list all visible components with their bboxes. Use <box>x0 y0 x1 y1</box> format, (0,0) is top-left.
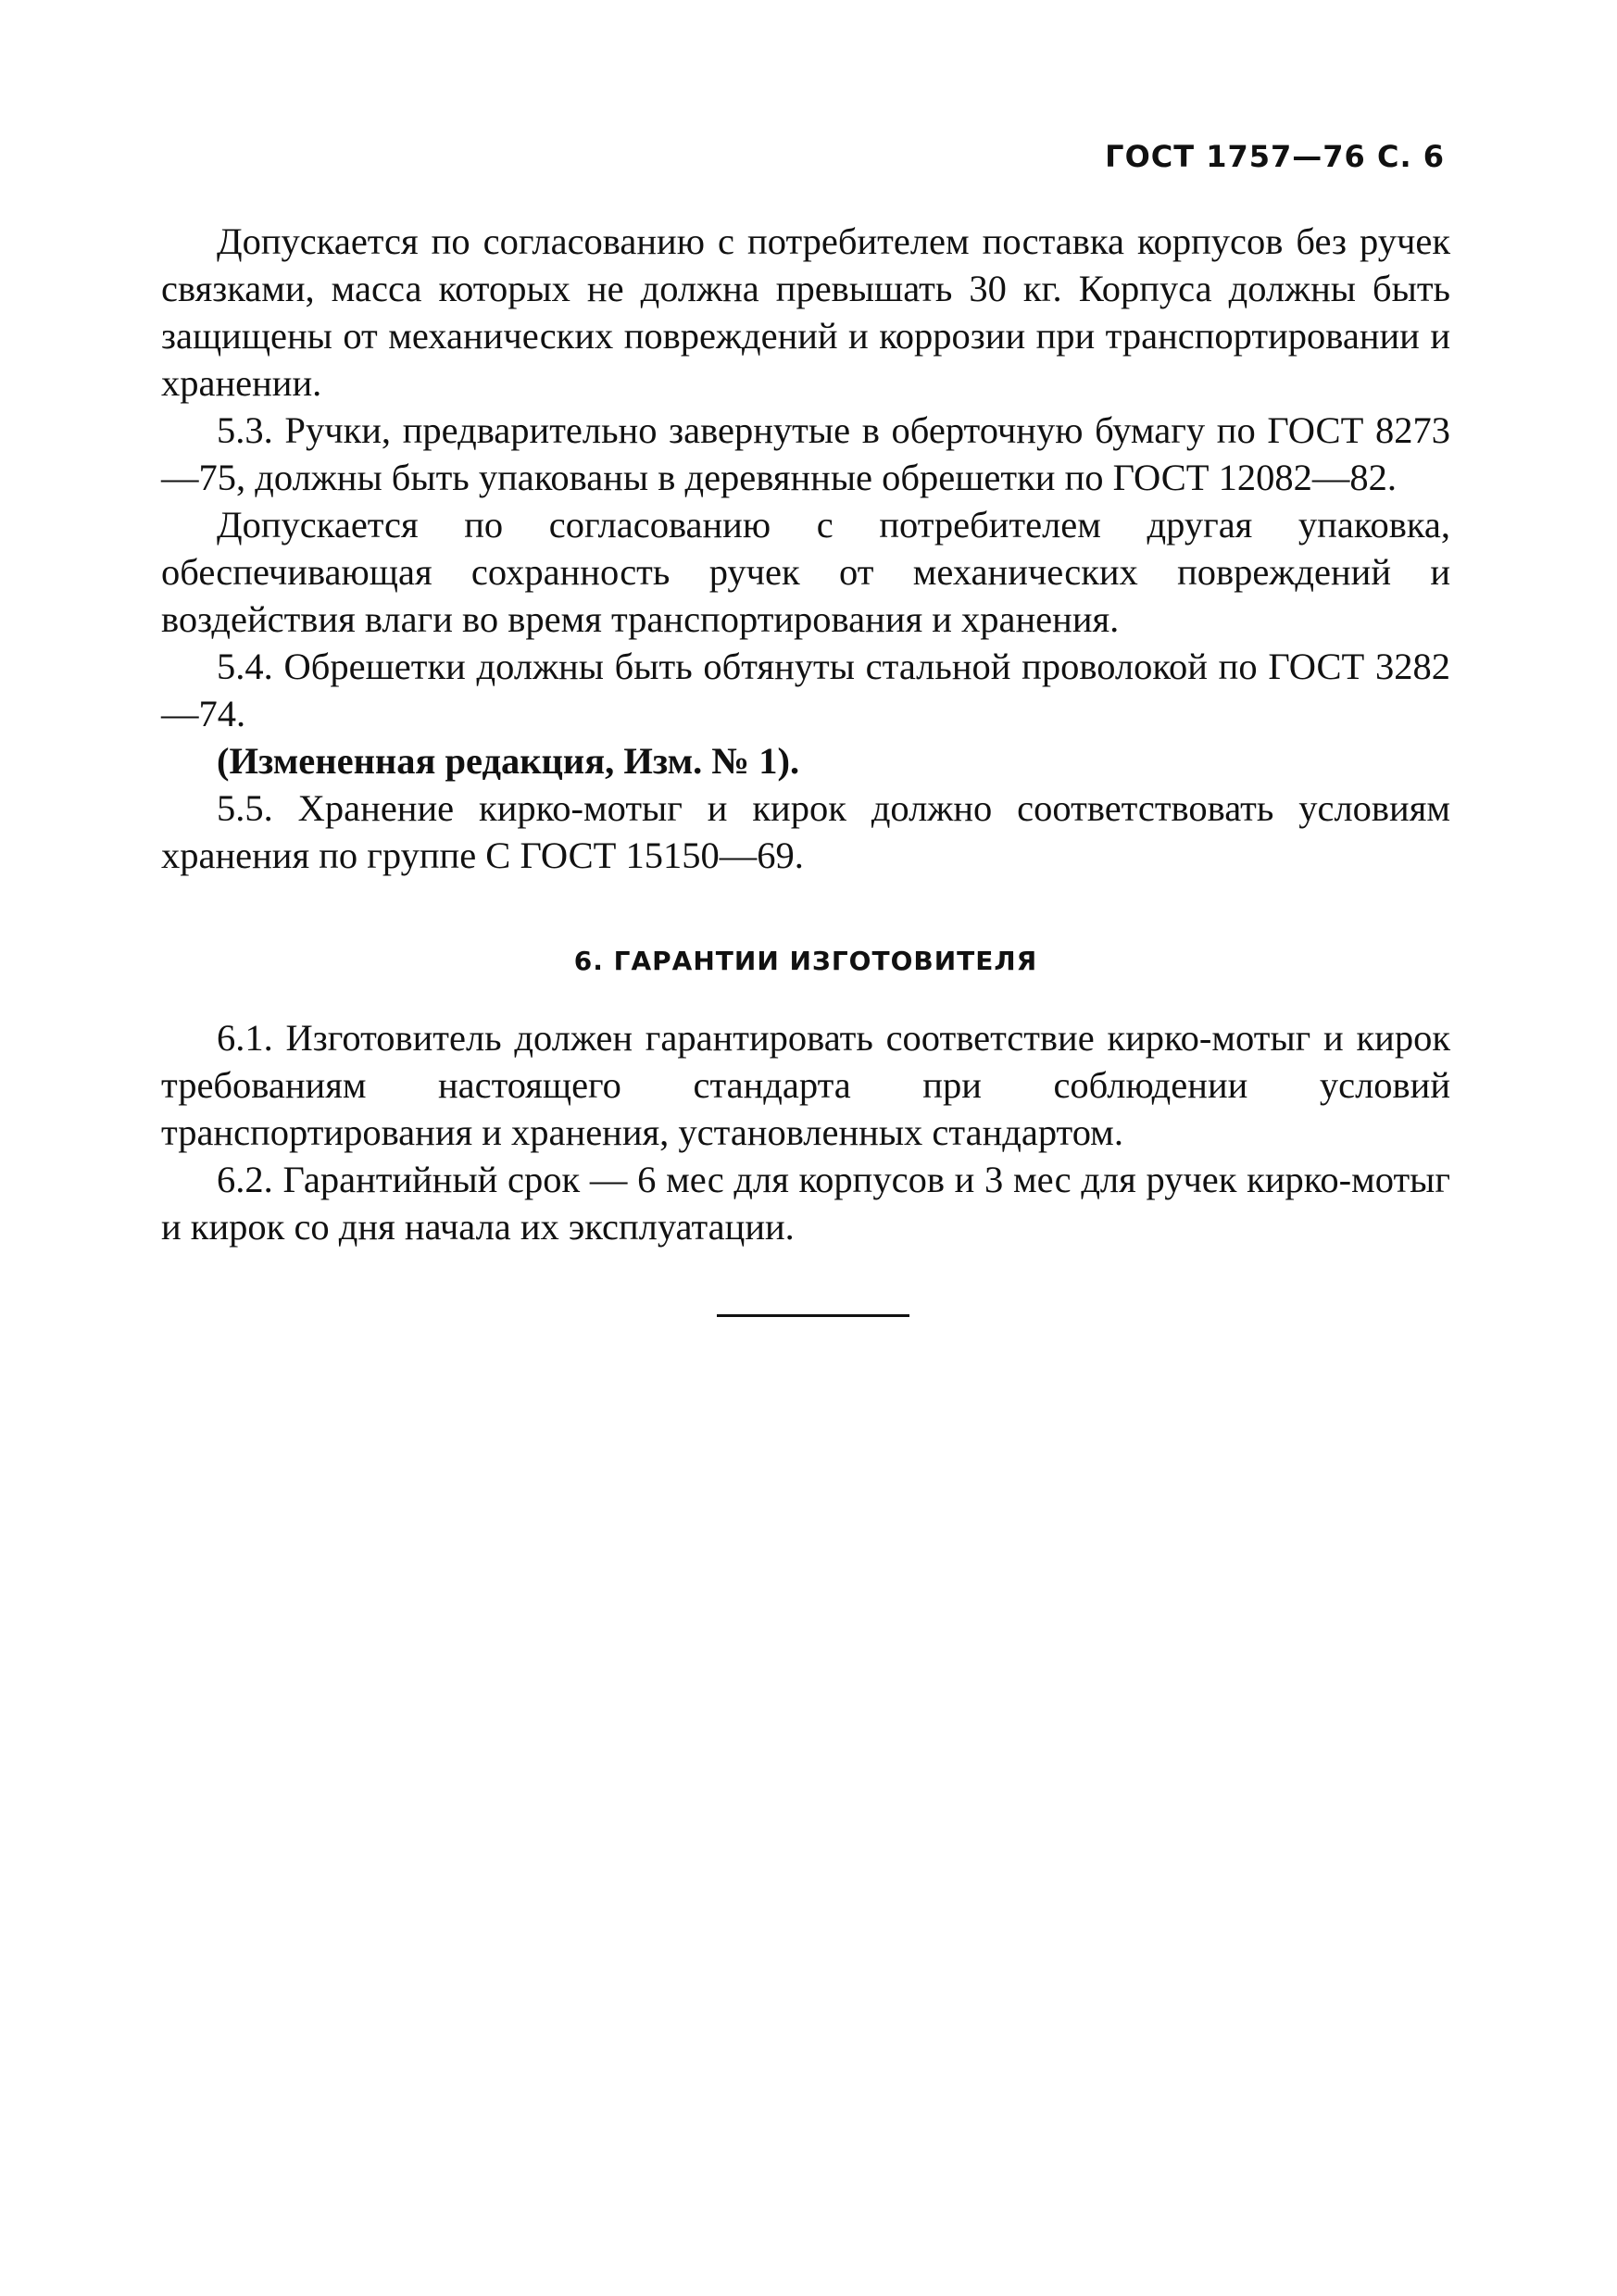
paragraph-5-5: 5.5. Хранение кирко-мотыг и кирок должно соответствовать условиям хранения по группе С ГОСТ 15150—69. <box>161 787 1450 876</box>
paragraph-6-2: 6.2. Гарантийный срок — 6 мес для корпусов и 3 мес для ручек кирко-мотыг и кирок со дня начала их эксплуатации. <box>161 1159 1450 1248</box>
document-body <box>161 218 1450 1250</box>
page-header: ГОСТ 1757—76 С. 6 <box>1105 139 1445 174</box>
paragraph-5-3: 5.3. Ручки, предварительно завернутые в оберточную бумагу по ГОСТ 8273—75, должны быть упакованы в деревянные обрешетки по ГОСТ 12082—82. <box>161 409 1450 498</box>
paragraph-packaging-bundles: Допускается по согласованию с потребителем поставка корпусов без ручек связками, масса которых не должна превышать 30 кг. Корпуса должны быть защищены от механических повреждений и коррозии при транспортировании и хранении. <box>161 220 1450 404</box>
section-6-title: 6. ГАРАНТИИ ИЗГОТОВИТЕЛЯ <box>573 946 1038 976</box>
end-rule <box>717 1314 909 1317</box>
paragraph-alt-packaging: Допускается по согласованию с потребителем другая упаковка, обеспечивающая сохранность ручек от механических повреждений и воздействия влаги во время транспортирования и хранения. <box>161 504 1450 640</box>
amendment-note: (Измененная редакция, Изм. № 1). <box>217 740 800 782</box>
paragraph-6-1: 6.1. Изготовитель должен гарантировать соответствие кирко-мотыг и кирок требованиям настоящего стандарта при соблюдении условий транспортирования и хранения, установленных стандартом. <box>161 1017 1450 1153</box>
paragraph-5-4: 5.4. Обрешетки должны быть обтянуты стальной проволокой по ГОСТ 3282—74. <box>161 646 1450 734</box>
